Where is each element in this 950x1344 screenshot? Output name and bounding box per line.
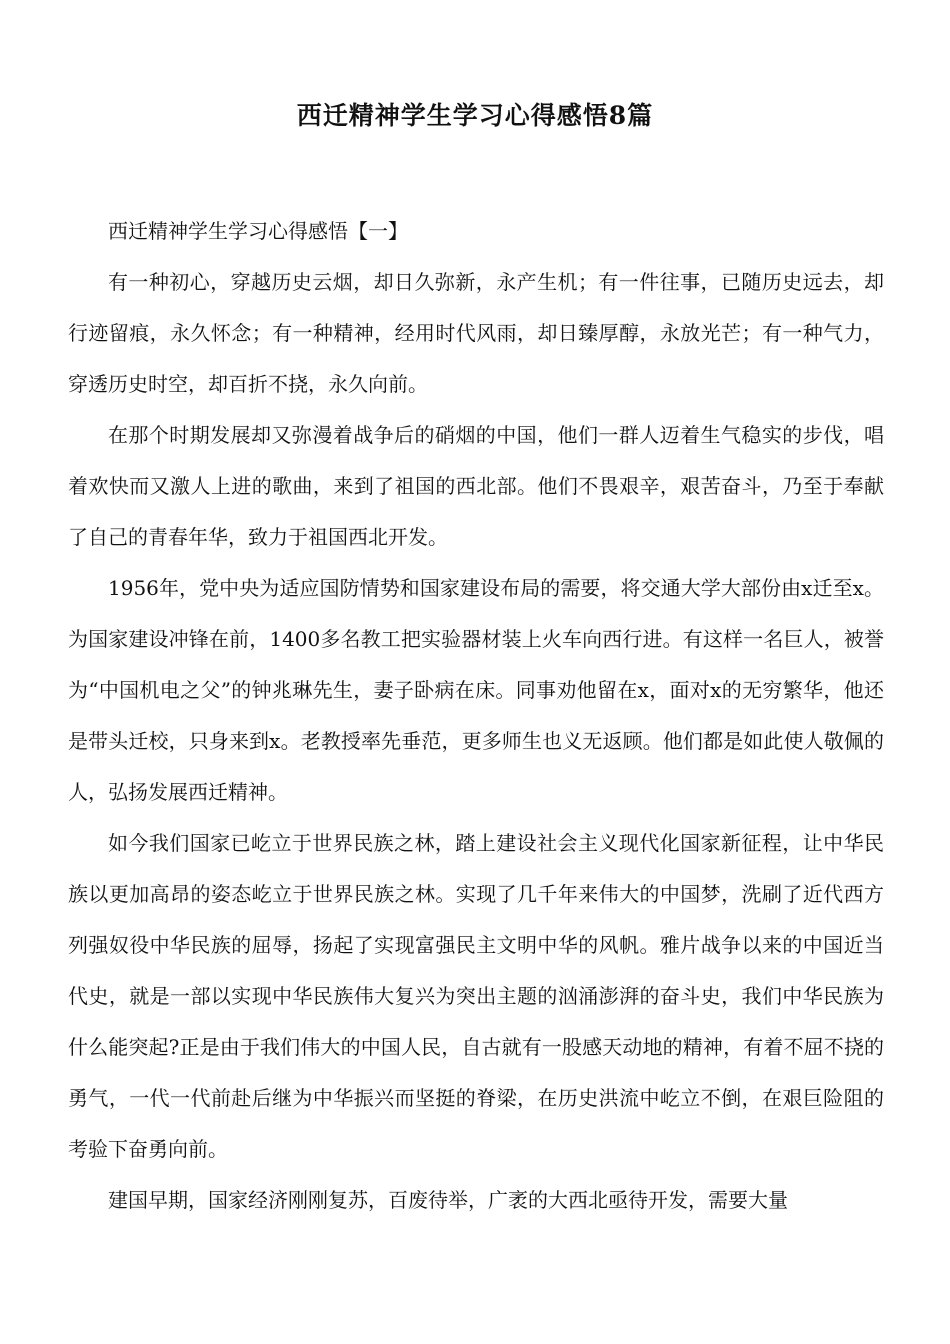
section-heading: 西迁精神学生学习心得感悟【一】 <box>108 219 408 243</box>
paragraph-4: 如今我们国家已屹立于世界民族之林，踏上建设社会主义现代化国家新征程，让中华民族以更加高昂的姿态屹立于世界民族之林。实现了几千年来伟大的中国梦，洗刷了近代西方列强奴役中华民族的屈辱，扬起了实现富强民主文明中华的风帆。雅片战争以来的中国近当代史，就是一部以实现中华民族伟大复兴为突出主题的汹涌澎湃的奋斗史，我们中华民族为什么能突起?正是由于我们伟大的中国人民，自古就有一股感天动地的精神，有着不屈不挠的勇气，一代一代前赴后继为中华振兴而坚挺的脊梁，在历史洪流中屹立不倒，在艰巨险阻的考验下奋勇向前。 <box>68 831 884 1161</box>
paragraph-2: 在那个时期发展却又弥漫着战争后的硝烟的中国，他们一群人迈着生气稳实的步伐，唱着欢快而又激人上进的歌曲，来到了祖国的西北部。他们不畏艰辛，艰苦奋斗，乃至于奉献了自己的青春年华，致力于祖国西北开发。 <box>68 423 884 549</box>
paragraph-1: 有一种初心，穿越历史云烟，却日久弥新，永产生机；有一件往事，已随历史远去，却行迹留痕，永久怀念；有一种精神，经用时代风雨，却日臻厚醇，永放光芒；有一种气力，穿透历史时空，却百折不挠，永久向前。 <box>68 270 884 396</box>
document-title: 西迁精神学生学习心得感悟8篇 <box>296 101 654 130</box>
document-body <box>68 206 884 1226</box>
paragraph-5: 建国早期，国家经济刚刚复苏，百废待举，广袤的大西北亟待开发，需要大量 <box>108 1188 788 1212</box>
paragraph-3: 1956年，党中央为适应国防情势和国家建设布局的需要，将交通大学大部份由x迁至x。为国家建设冲锋在前，1400多名教工把实验器材装上火车向西行进。有这样一名巨人，被誉为“中国机电之父”的钟兆琳先生，妻子卧病在床。同事劝他留在x，面对x的无穷繁华，他还是带头迁校，只身来到x。老教授率先垂范，更多师生也义无返顾。他们都是如此使人敬佩的人，弘扬发展西迁精神。 <box>68 576 884 804</box>
